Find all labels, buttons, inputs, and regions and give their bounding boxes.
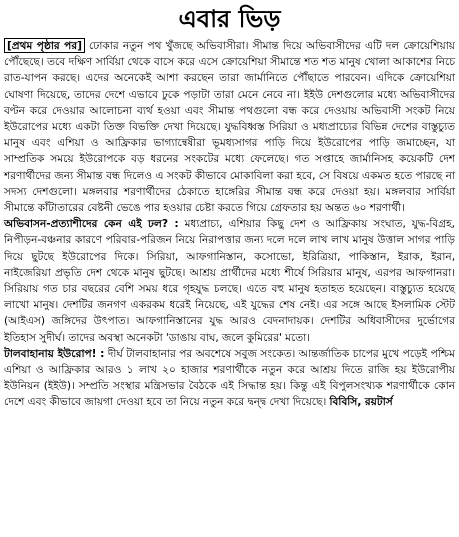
subheading-causes: অভিবাসন-প্রত্যাশীদের কেন এই ঢল? : (4, 217, 179, 231)
paragraph-body: মধ্যপ্রাচ্য, এশিয়ার কিছু দেশ ও আফ্রিকায় সংঘাত, যুদ্ধ-বিগ্রহ, নিপীড়ন-বঞ্চনার কারণে পরিবার-পরিজন নিয়ে নিরাপত্তার জন্য দলে দলে লাখ লাখ মানুষ উত্তাল সাগর পাড়ি দিয়ে ছুটছে ইউরোপের দিকে। সিরিয়া, আফগানিস্তান, কসোভো, ইরিত্রিয়া, পাকিস্তান, ইরাক, ইরান, নাইজেরিয়া প্রভৃতি দেশ থেকে মানুষ ছুটছে। আশ্রয় প্রার্থীদের মধ্যে শীর্ষে সিরিয়ার মানুষ, এরপর আফগানরা। সিরিয়ায় গত চার বছরের বেশি সময় ধরে গৃহযুদ্ধ চলছে। এতে বহু মানুষ হতাহত হয়েছেন। বাস্তুচ্যুত হয়েছে লাখো মানুষ। দেশটির জনগণ একরকম ধরেই নিয়েছে, এই যুদ্ধের শেষ নেই। এর সঙ্গে আছে ইসলামিক স্টেট (আইএস) জঙ্গিদের উৎপাত। আফগানিস্তানের যুদ্ধ আরও বেদনাদায়ক। দেশটির অধিবাসীদের দুর্ভোগের ইতিহাস সুদীর্ঘ। তাদের অবস্থা অনেকটা 'ডাঙায় বাঘ, জলে কুমিরের' মতো। (4, 217, 456, 344)
headline: এবার ভিড় (178, 5, 281, 33)
subheading-europe: টালবাহানায় ইউরোপ! : (4, 346, 105, 360)
paragraph-causes (4, 216, 455, 346)
paragraph-continuation (4, 38, 455, 216)
source-credit: বিবিসি, রয়টার্স (329, 395, 393, 409)
paragraph-body: ঢোকার নতুন পথ খুঁজছে অভিবাসীরা। সীমান্ত দিয়ে অভিবাসীদের এটি দল ক্রোয়েশিয়ায় পৌঁছেছে। তবে দক্ষিণ সার্বিয়া থেকে বাসে করে এসে ক্রোয়েশিয়া সীমান্তে শত শত মানুষ খোলা আকাশের নিচে রাত-যাপন করছে। এদের অনেকেই আশা করছেন তারা জার্মানিতে পৌঁছাতে পারবেন। এদিকে ক্রোয়েশিয়া ঘোষণা দিয়েছে, তাদের দেশে এভাবে ঢুকে পড়াটা তারা মেনে নেবে না। ইইউ দেশগুলোর মধ্যে অভিবাসীদের বণ্টন করে দেওয়ার আলোচনা ব্যর্থ হওয়া এবং সীমান্ত পথগুলো বন্ধ করে দেওয়ায় অভিবাসী সংকট নিয়ে ইউরোপের মধ্যে একটা তিক্ত বিভক্তি দেখা দিয়েছে। যুদ্ধবিধ্বস্ত সিরিয়া ও মধ্যপ্রাচ্যের বিভিন্ন দেশের বাস্তুচ্যুত মানুষ এবং এশিয়া ও আফ্রিকার ভাগ্যান্বেষীরা ভূমধ্যসাগর পাড়ি দিয়ে ইউরোপের পাড়ি জমাচ্ছেন, যা সাম্প্রতিক সময়ে ইউরোপকে বড় ধরনের সংকটের মধ্যে ফেলেছে। গত সপ্তাহে জার্মানিসহ কয়েকটি দেশ শরণার্থীদের জন্য সীমান্ত বন্ধ দিলেও এ সংকট কীভাবে মোকাবিলা করা হবে, সে বিষয়ে একমত হতে পারছে না সদস্য দেশগুলো। মঙ্গলবার শরণার্থীদের ঠেকাতে হাঙ্গেরির সীমান্ত বন্ধ করে দেওয়া হয়। মঙ্গলবার সার্বিয়া সীমান্তে কাঁটাতারের বেষ্টনী ভেঙে পার হওয়ার চেষ্টা করতে গিয়ে গ্রেফতার হয় অন্তত ৬০ শরণার্থী। (4, 39, 455, 215)
paragraph-body: দীর্ঘ টালবাহানার পর অবশেষে সবুজ সংকেত। আন্তর্জাতিক চাপের মুখে পড়েই পশ্চিম এশিয়া ও আফ্রিকার আরও ১ লাখ ২০ হাজার শরণার্থীকে নতুন করে আশ্রয় দিতে রাজি হয় ইউরোপীয় ইউনিয়ন (ইইউ)। সম্প্রতি সংস্থার মন্ত্রিসভার বৈঠকে এই সিদ্ধান্ত হয়। কিন্তু এই বিপুলসংখ্যক শরণার্থীকে কোন দেশে এবং কীভাবে জায়গা দেওয়া হবে তা নিয়ে নতুন করে দ্বন্দ্ব দেখা দিয়েছে। (4, 346, 455, 409)
continuation-lead: [প্রথম পৃষ্ঠার পর] (4, 38, 85, 53)
paragraph-europe (4, 346, 455, 411)
